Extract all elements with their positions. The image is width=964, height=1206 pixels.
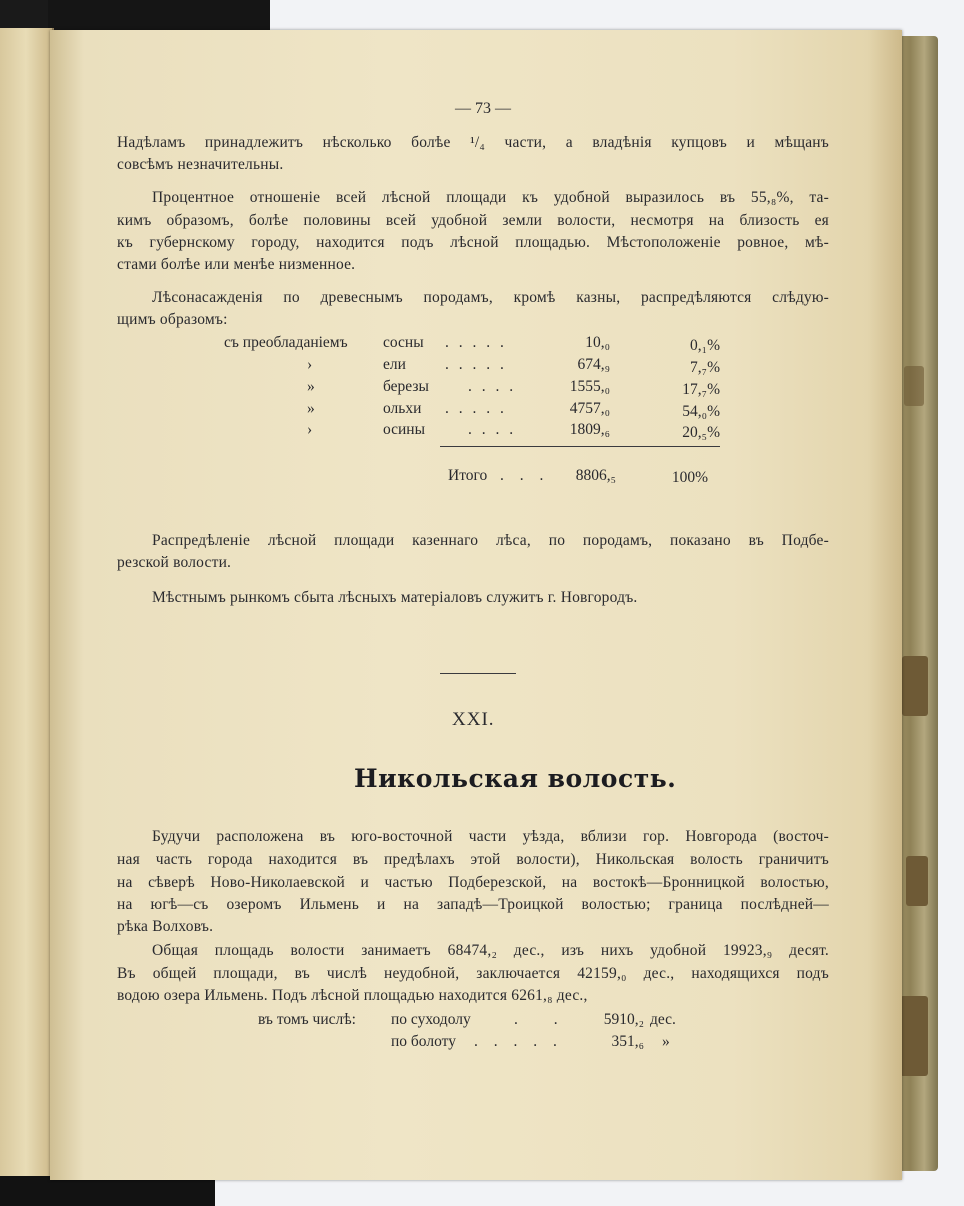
paragraph-line: щимъ образомъ: xyxy=(117,311,228,328)
species-name: ели xyxy=(383,356,406,373)
leader-dots: . . . . xyxy=(468,378,517,395)
page-number: — 73 — xyxy=(455,100,511,117)
percent-value: 54,₀% xyxy=(682,403,720,420)
land-prefix: въ томъ числѣ: xyxy=(258,1011,356,1028)
leader-dots: . . . . . xyxy=(445,400,507,417)
ditto-mark: › xyxy=(307,421,313,438)
land-label: по суходолу xyxy=(391,1011,471,1028)
paragraph-line: Распредѣленіе лѣсной площади казеннаго лѣса, по породамъ, показано въ Подбе- xyxy=(152,532,829,549)
percent-value: 0,₁% xyxy=(690,337,720,354)
species-name: осины xyxy=(383,421,426,438)
land-unit: дес. xyxy=(650,1011,676,1028)
land-value: 5910,₂ xyxy=(603,1011,644,1028)
land-label: по болоту xyxy=(391,1033,456,1050)
paragraph-line: Мѣстнымъ рынкомъ сбыта лѣсныхъ матеріаловъ служитъ г. Новгородъ. xyxy=(152,589,638,606)
area-value: 674,₉ xyxy=(577,356,610,373)
species-name: сосны xyxy=(383,334,424,351)
land-value: 351,₆ xyxy=(611,1033,644,1050)
paragraph-line: Будучи расположена въ юго-восточной части уѣзда, вблизи гор. Новгорода (восточ- xyxy=(152,828,829,845)
section-divider xyxy=(440,673,516,674)
species-name: ольхи xyxy=(383,400,422,417)
percent-value: 7,₇% xyxy=(690,359,720,376)
leader-dots: . . . xyxy=(500,467,550,484)
leader-dots: . . xyxy=(514,1011,574,1028)
total-label: Итого xyxy=(448,467,488,484)
paragraph-line: совсѣмъ незначительны. xyxy=(117,156,284,173)
total-rule xyxy=(440,446,720,447)
area-value: 10,₀ xyxy=(585,334,610,351)
land-unit: » xyxy=(662,1033,670,1050)
area-value: 1809,₆ xyxy=(569,421,610,438)
chapter-number: XXI. xyxy=(452,709,495,730)
paragraph-line: Процентное отношеніе всей лѣсной площади къ удобной выразилось въ 55,₈%, та- xyxy=(152,189,829,206)
paragraph-line: кимъ образомъ, болѣе половины всей удобной земли волости, несмотря на близость ея xyxy=(117,212,829,229)
paragraph-line: на сѣверѣ Ново-Николаевской и частью Подберезской, на востокѣ—Бронницкой волостью, xyxy=(117,874,829,891)
paragraph-line: ная часть города находится въ предѣлахъ этой волости), Никольская волость граничитъ xyxy=(117,851,829,868)
leader-dots: . . . . . xyxy=(445,334,507,351)
section-title: Никольская волость. xyxy=(354,764,677,793)
total-value: 8806,₅ xyxy=(575,467,616,484)
table-prefix: съ преобладаніемъ xyxy=(224,334,348,351)
area-value: 1555,₀ xyxy=(569,378,610,395)
percent-value: 20,₅% xyxy=(682,424,720,441)
total-percent: 100% xyxy=(671,469,708,486)
paragraph-line: Общая площадь волости занимаетъ 68474,₂ дес., изъ нихъ удобной 19923,₉ десят. xyxy=(152,942,829,959)
paragraph-line: Лѣсонасажденія по древеснымъ породамъ, кромѣ казны, распредѣляются слѣдую- xyxy=(152,289,829,306)
paragraph-line: Въ общей площади, въ числѣ неудобной, заключается 42159,₀ дес., находящихся подъ xyxy=(117,965,829,982)
ditto-mark: » xyxy=(307,378,315,395)
paragraph-line: къ губернскому городу, находится подъ лѣсной площадью. Мѣстоположеніе ровное, мѣ- xyxy=(117,234,829,251)
paragraph-line: на югѣ—съ озеромъ Ильмень и на западѣ—Троицкой волостью; граница послѣдней— xyxy=(117,896,829,913)
leader-dots: . . . . . xyxy=(445,356,507,373)
paragraph-line: Надѣламъ принадлежитъ нѣсколько болѣе ¹/₄ части, а владѣнія купцовъ и мѣщанъ xyxy=(117,134,829,151)
ditto-mark: › xyxy=(307,356,313,373)
leader-dots: . . . . . xyxy=(474,1033,563,1050)
area-value: 4757,₀ xyxy=(569,400,610,417)
paragraph-line: рѣка Волховъ. xyxy=(117,918,214,935)
paragraph-line: стами болѣе или менѣе низменное. xyxy=(117,256,356,273)
ditto-mark: » xyxy=(307,400,315,417)
percent-value: 17,₇% xyxy=(682,381,720,398)
species-name: березы xyxy=(383,378,429,395)
paragraph-line: водою озера Ильмень. Подъ лѣсной площадью находится 6261,₈ дес., xyxy=(117,987,588,1004)
paragraph-line: резской волости. xyxy=(117,554,232,571)
leader-dots: . . . . xyxy=(468,421,517,438)
